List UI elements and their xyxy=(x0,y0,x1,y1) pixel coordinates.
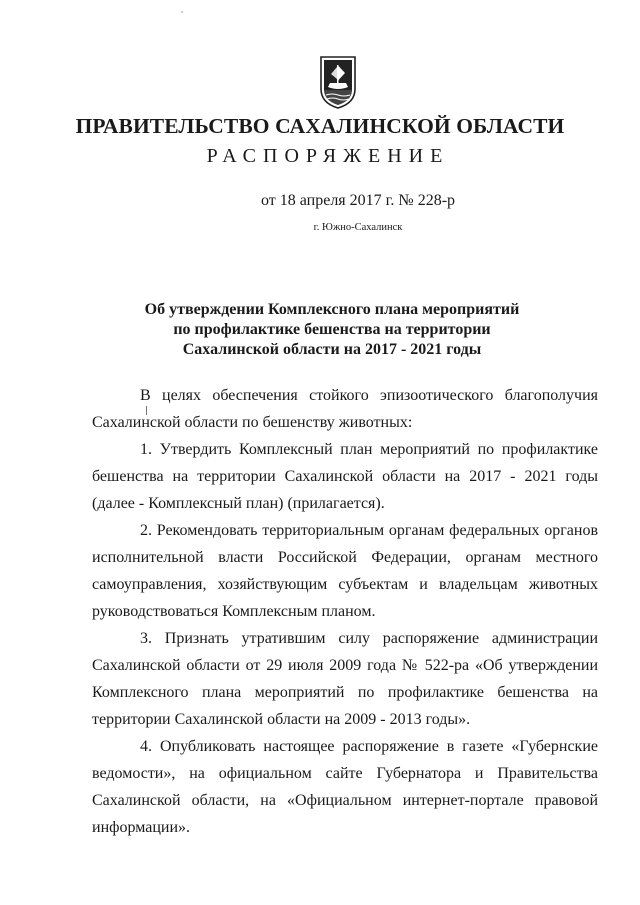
document-date-number: от 18 апреля 2017 г. № 228-р xyxy=(260,192,456,209)
subject-line: Сахалинской области на 2017 - 2021 годы xyxy=(182,341,482,358)
document-body xyxy=(92,382,598,841)
subject-line: Об утверждении Комплексного плана мероприятий xyxy=(144,301,520,318)
body-paragraph: 4. Опубликовать настоящее распоряжение в газете «Губернские ведомости», на официальном сайте Губернатора и Правительства Сахалинской области, на «Официальном интернет-портале правовой информации». xyxy=(92,738,598,836)
document-type: РАСПОРЯЖЕНИЕ xyxy=(206,145,450,167)
document-subject xyxy=(0,300,640,360)
body-paragraph: 3. Признать утратившим силу распоряжение администрации Сахалинской области от 29 июля 2009 года № 522-ра «Об утверждении Комплексного плана мероприятий по профилактике бешенства на территории Сахалинской области на 2009 - 2013 годы». xyxy=(92,630,598,728)
scan-speck xyxy=(181,11,183,13)
body-paragraph: 2. Рекомендовать территориальным органам федеральных органов исполнительной власти Российской Федерации, органам местного самоуправления, хозяйствующим субъектам и владельцам животных руководствоваться Комплексным планом. xyxy=(92,522,598,620)
government-title: ПРАВИТЕЛЬСТВО САХАЛИНСКОЙ ОБЛАСТИ xyxy=(75,114,565,138)
body-paragraph: 1. Утвердить Комплексный план мероприятий по профилактике бешенства на территории Сахалинской области на 2017 - 2021 годы (далее - Комплексный план) (прилагается). xyxy=(92,441,598,512)
document-city: г. Южно-Сахалинск xyxy=(313,222,403,233)
sakhalin-coat-of-arms-icon xyxy=(318,53,358,109)
body-paragraph: В целях обеспечения стойкого эпизоотического благополучия Сахалинской области по бешенству животных: xyxy=(92,387,598,431)
subject-line: по профилактике бешенства на территории xyxy=(173,321,491,338)
